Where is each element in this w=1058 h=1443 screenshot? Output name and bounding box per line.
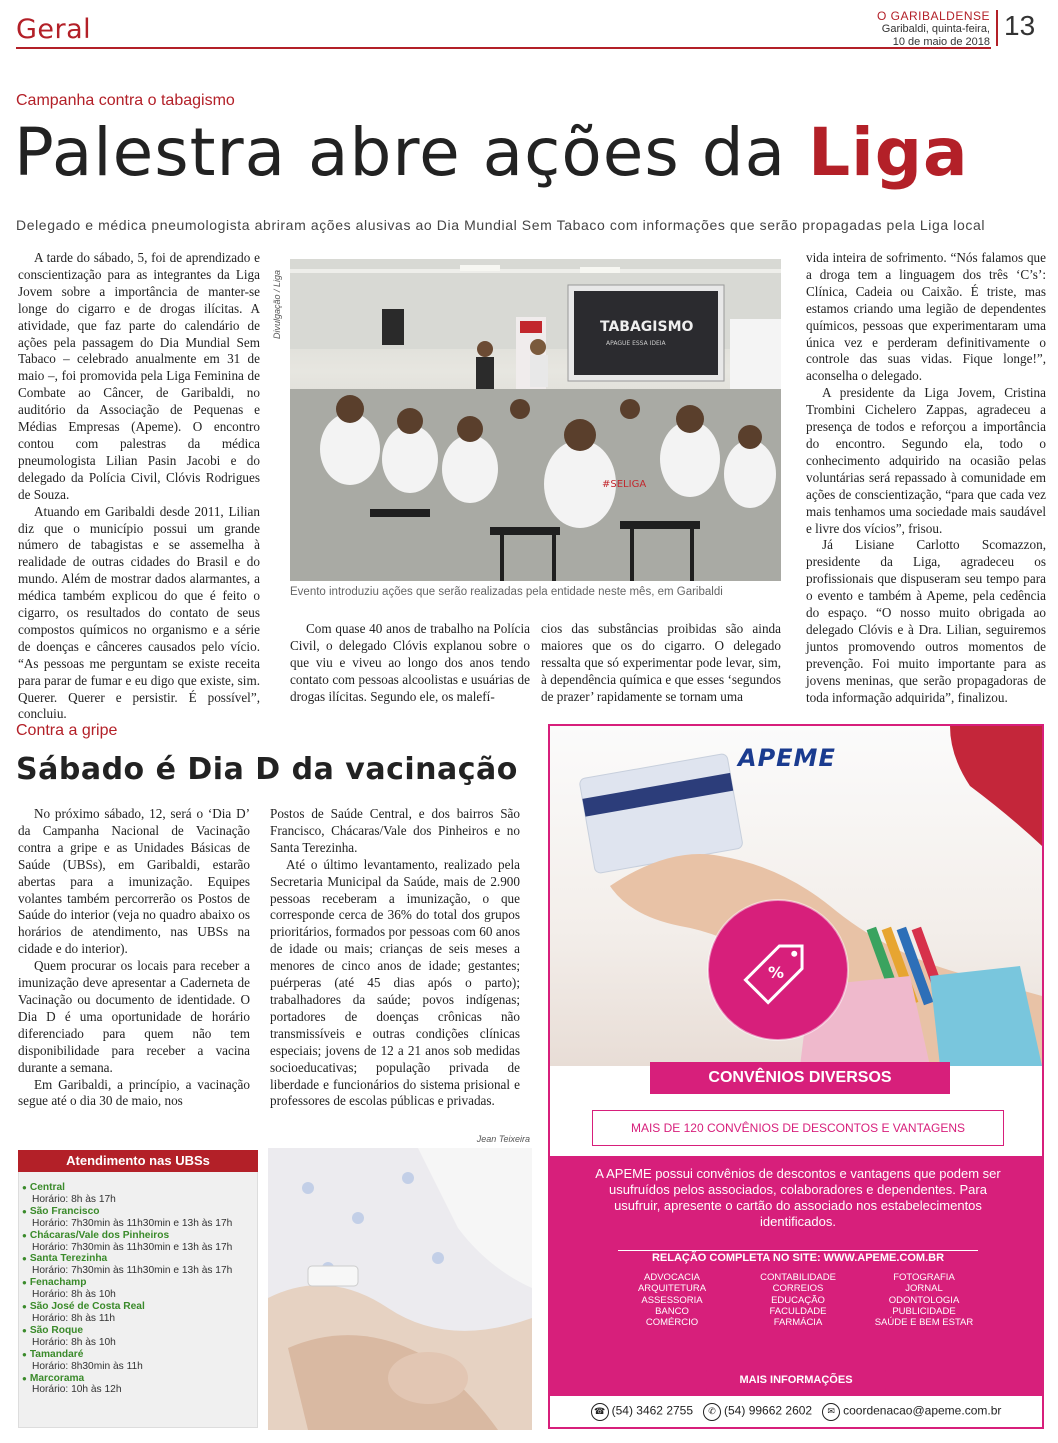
category-item: BANCO [655,1305,689,1317]
ubs-hours: Horário: 7h30min às 11h30min e 13h às 17h [32,1217,233,1229]
ubs-hours: Horário: 10h às 12h [32,1384,122,1396]
category-item: JORNAL [905,1283,943,1295]
list-item [29,1372,257,1397]
whatsapp-icon: ✆ [703,1403,721,1421]
ad-banner: CONVÊNIOS DIVERSOS [650,1062,950,1094]
paragraph: No próximo sábado, 12, será o ‘Dia D’ da Campanha Nacional de Vacinação contra a gripe e as Unidades Básicas de Saúde (UBSs), em Garibaldi, estarão abertas para a imunização. Equipes volantes também percorrerão os Postos de Saúde do interior (veja no quadro abaixo os horários de atendimento, nas UBSs na cidade e do interior). [18,806,250,957]
whatsapp-number: (54) 99662 2602 [724,1403,813,1417]
category-item: CORREIOS [772,1283,824,1295]
photo-caption: Evento introduziu ações que serão realizadas pela entidade neste mês, em Garibaldi [290,586,723,598]
ad-site-link[interactable]: RELAÇÃO COMPLETA NO SITE: WWW.APEME.COM.BR [651,1252,945,1264]
discount-tag-icon: % [768,963,785,982]
ubs-name: ● Chácaras/Vale dos Pinheiros [32,1230,257,1242]
article2-column-1 [18,806,250,1110]
phone-contact[interactable] [591,1403,693,1421]
vaccination-photo [268,1148,532,1430]
article1-kicker: Campanha contra o tabagismo [16,92,235,109]
list-item [29,1277,257,1301]
article2-kicker: Contra a gripe [16,722,118,739]
apeme-logo: APEME [738,744,836,772]
photo-credit: Divulgação / Liga [272,269,282,339]
section-label: Geral [16,14,92,45]
event-photo [290,259,781,581]
paragraph: Quem procurar os locais para receber a imunização deve apresentar a Caderneta de Vacinação ou documento de identidade. O Dia D é uma oportunidade de horário diferenciado para quem não tem disponibilidade para receber a vacina durante a semana. [18,958,250,1075]
paragraph: Com quase 40 anos de trabalho na Polícia Civil, o delegado Clóvis explanou sobre o que viu e viveu ao longo dos anos tendo contato com pessoas alcoolistas e usuárias de drogas ilícitas. Segundo ele, os malefí- [290,621,530,704]
ad-divider [618,1250,978,1251]
masthead-name: O GARIBALDENSE [876,9,990,23]
paragraph: Já Lisiane Carlotto Scomazzon, presidente da Liga, agradeceu os profissionais que dispuseram seu tempo para o evento e também à Apeme, pela cedência do espaço. “O nosso muito obrigada ao delegado Clóvis e à Dra. Lilian, seguiremos juntos promovendo outros momentos de prevenção. Foi muito importante para as jovens meninas, que serão propagadoras de toda informação adquirida”, finalizou. [806,537,1046,705]
ubs-hours: Horário: 7h30min às 11h30min e 13h às 17h [32,1265,233,1277]
article1-column-1 [18,250,260,723]
paragraph: Postos de Saúde Central, e dos bairros São Francisco, Chácaras/Vale dos Pinheiros e no Santa Terezinha. [270,806,520,855]
slide-subtitle: APAGUE ESSA IDEIA [606,340,666,347]
category-item: ARQUITETURA [637,1283,707,1295]
paragraph: Atuando em Garibaldi desde 2011, Lilian diz que o município possui um grande número de tabagistas e se assemelha à realidade de outras cidades do Brasil e do mundo. Além de mostrar dados alarmantes, a médica também explicou do que é feito o cigarro, os resultados do contato de seus compostos químicos no organismo e a série de doenças e cânceres causados pelo vício. “As pessoas me perguntam se existe receita para parar de fumar e eu digo que existe, sim. Querer. Querer e persistir. É possível”, concluiu. [18,503,260,722]
ubs-name: ● São José de Costa Real [32,1301,257,1313]
category-item: FARMÁCIA [773,1317,823,1329]
ubs-hours: Horário: 8h às 17h [32,1193,116,1205]
ad-categories [612,1272,984,1328]
ad-photo [550,726,1042,1066]
ubs-hours: Horário: 8h às 10h [32,1289,116,1301]
page-number: 13 [1004,10,1036,41]
page-number-divider [996,10,998,46]
paragraph: A tarde do sábado, 5, foi de aprendizado e conscientização para as integrantes da Liga Jovem sobre a importância de manter-se longe do cigarro e de drogas ilícitas. A atividade, que faz parte do calendário de ações pela passagem do Dia Mundial Sem Tabaco – celebrado anualmente em 31 de maio –, foi promovida pela Liga Feminina de Combate ao Câncer, de Garibaldi, no auditório da Associação de Pequenas e Médias Empresas (Apeme). O encontro contou com palestras da médica pneumologista Lilian Pasin Jacobi e do delegado da Polícia Civil, Clóvis Rodrigues de Souza. [18,250,260,502]
photo-credit: Jean Teixeira [476,1134,530,1144]
category-item: ASSESSORIA [641,1294,703,1306]
category-item: PUBLICIDADE [892,1305,956,1317]
article2-column-2 [270,806,520,1110]
list-item [29,1253,257,1277]
ubs-schedule-list [29,1182,257,1396]
email-address: coordenacao@apeme.com.br [843,1403,1002,1417]
list-item [29,1348,257,1373]
ubs-hours: Horário: 8h às 10h [32,1336,116,1348]
ubs-name: ● São Roque [32,1325,257,1337]
paragraph: cios das substâncias proibidas são ainda maiores que os do cigarro. O delegado ressalta que só experimentar pode levar, sim, à dependência química e que esses ‘segundos de prazer’ rapidamente se tornam uma [541,621,781,704]
masthead [830,10,990,49]
event-photo-illustration [290,259,781,581]
ubs-schedule-title: Atendimento nas UBSs [18,1150,258,1172]
category-item: SAÚDE E BEM ESTAR [874,1317,974,1329]
article1-headline [14,114,969,191]
article1-column-4 [806,250,1046,706]
category-item: FACULDADE [769,1305,827,1317]
category-item: ODONTOLOGIA [888,1294,960,1306]
category-item: FOTOGRAFIA [893,1272,955,1283]
article1-column-2 [290,621,530,706]
whatsapp-contact[interactable] [703,1403,812,1421]
paragraph: Até o último levantamento, realizado pela Secretaria Municipal da Saúde, mais de 2.900 pessoas receberam a imunização, o que corresponde cerca de 36% do total dos grupos prioritários, formados por pessoas com 60 anos de idade ou mais; crianças de seis meses a menores de cinco anos de idade; gestantes; puérperas (até 45 dias após o parto); trabalhadores da saúde; povos indígenas; portadores de doenças crônicas não transmissíveis e outras condições clínicas especiais; jovens de 12 a 21 anos sob medidas socioeducativas; população privada de liberdade e funcionários do sistema prisional e professores de escolas públicas e privadas. [270,856,520,1109]
ubs-hours: Horário: 7h30min às 11h30min e 13h às 17h [32,1241,233,1253]
list-item [29,1182,257,1206]
ubs-name: ● Fenachamp [32,1277,257,1289]
email-contact[interactable] [822,1403,1001,1421]
category-column [738,1272,858,1328]
ubs-hours: Horário: 8h às 11h [32,1312,116,1324]
list-item [29,1229,257,1254]
phone-icon: ☎ [591,1403,609,1421]
list-item [29,1301,257,1325]
more-info-label: MAIS INFORMAÇÕES [706,1370,886,1390]
ad-contact-bar [550,1396,1042,1427]
paragraph: vida inteira de sofrimento. “Nós falamos que a droga tem a linguagem dos três ‘C’s’: Clínica, Cadeia ou Caixão. É triste, mas estamos criando uma legião de dependentes químicos, pessoas que experimentaram uma única vez e perderam definitivamente o controle das suas vidas. Fique longe!”, aconselha o delegado. [806,250,1046,384]
headline-accent: Liga [808,114,969,191]
headline-main: Palestra abre ações da [14,114,809,191]
email-icon: ✉ [822,1403,840,1421]
paragraph: A presidente da Liga Jovem, Cristina Trombini Cichelero Zappas, agradeceu a presença de todos e reforçou a importância do encontro. Segundo ela, todo o conhecimento adquirido na ocasião pelas voluntárias será repassado à comunidade em ações de conscientização, “para que cada vez mais tenhamos uma sociedade mais saudável e livre dos vícios”, frisou. [806,385,1046,536]
article1-column-3 [541,621,781,706]
ubs-name: ● Central [32,1182,257,1194]
ubs-name: ● Tamandaré [32,1349,257,1361]
ad-subtitle: MAIS DE 120 CONVÊNIOS DE DESCONTOS E VANTAGENS [592,1110,1004,1146]
list-item [29,1324,257,1349]
phone-number: (54) 3462 2755 [611,1403,694,1417]
ubs-name: ● Marcorama [32,1373,257,1385]
paragraph: Em Garibaldi, a princípio, a vacinação segue até o dia 30 de maio, nos [18,1076,250,1109]
ubs-name: ● São Francisco [32,1206,257,1218]
category-column [864,1272,984,1328]
category-item: CONTABILIDADE [760,1272,836,1283]
ad-photo-illustration [550,726,1042,1066]
article1-deck: Delegado e médica pneumologista abriram ações alusivas ao Dia Mundial Sem Tabaco com informações que serão propagadas pela Liga local [16,217,986,233]
shirt-text: #SELIGA [602,479,647,490]
vaccination-photo-illustration [268,1148,532,1430]
ubs-hours: Horário: 8h30min às 11h [32,1360,143,1372]
masthead-date: 10 de maio de 2018 [892,36,990,48]
masthead-place-date: Garibaldi, quinta-feira, [881,23,990,35]
article2-headline: Sábado é Dia D da vacinação [16,752,518,787]
ad-body-text: A APEME possui convênios de descontos e vantagens que podem ser usufruídos pelos associados, colaboradores e dependentes. Para usufruir, apresente o cartão do associado nos estabelecimentos identificados. [595,1166,1001,1229]
category-column [612,1272,732,1328]
category-item: ADVOCACIA [644,1272,700,1283]
category-item: EDUCAÇÃO [771,1294,825,1306]
ubs-name: ● Santa Terezinha [32,1253,257,1265]
slide-title: TABAGISMO [600,319,694,335]
category-item: COMÉRCIO [645,1317,699,1329]
list-item [29,1205,257,1230]
